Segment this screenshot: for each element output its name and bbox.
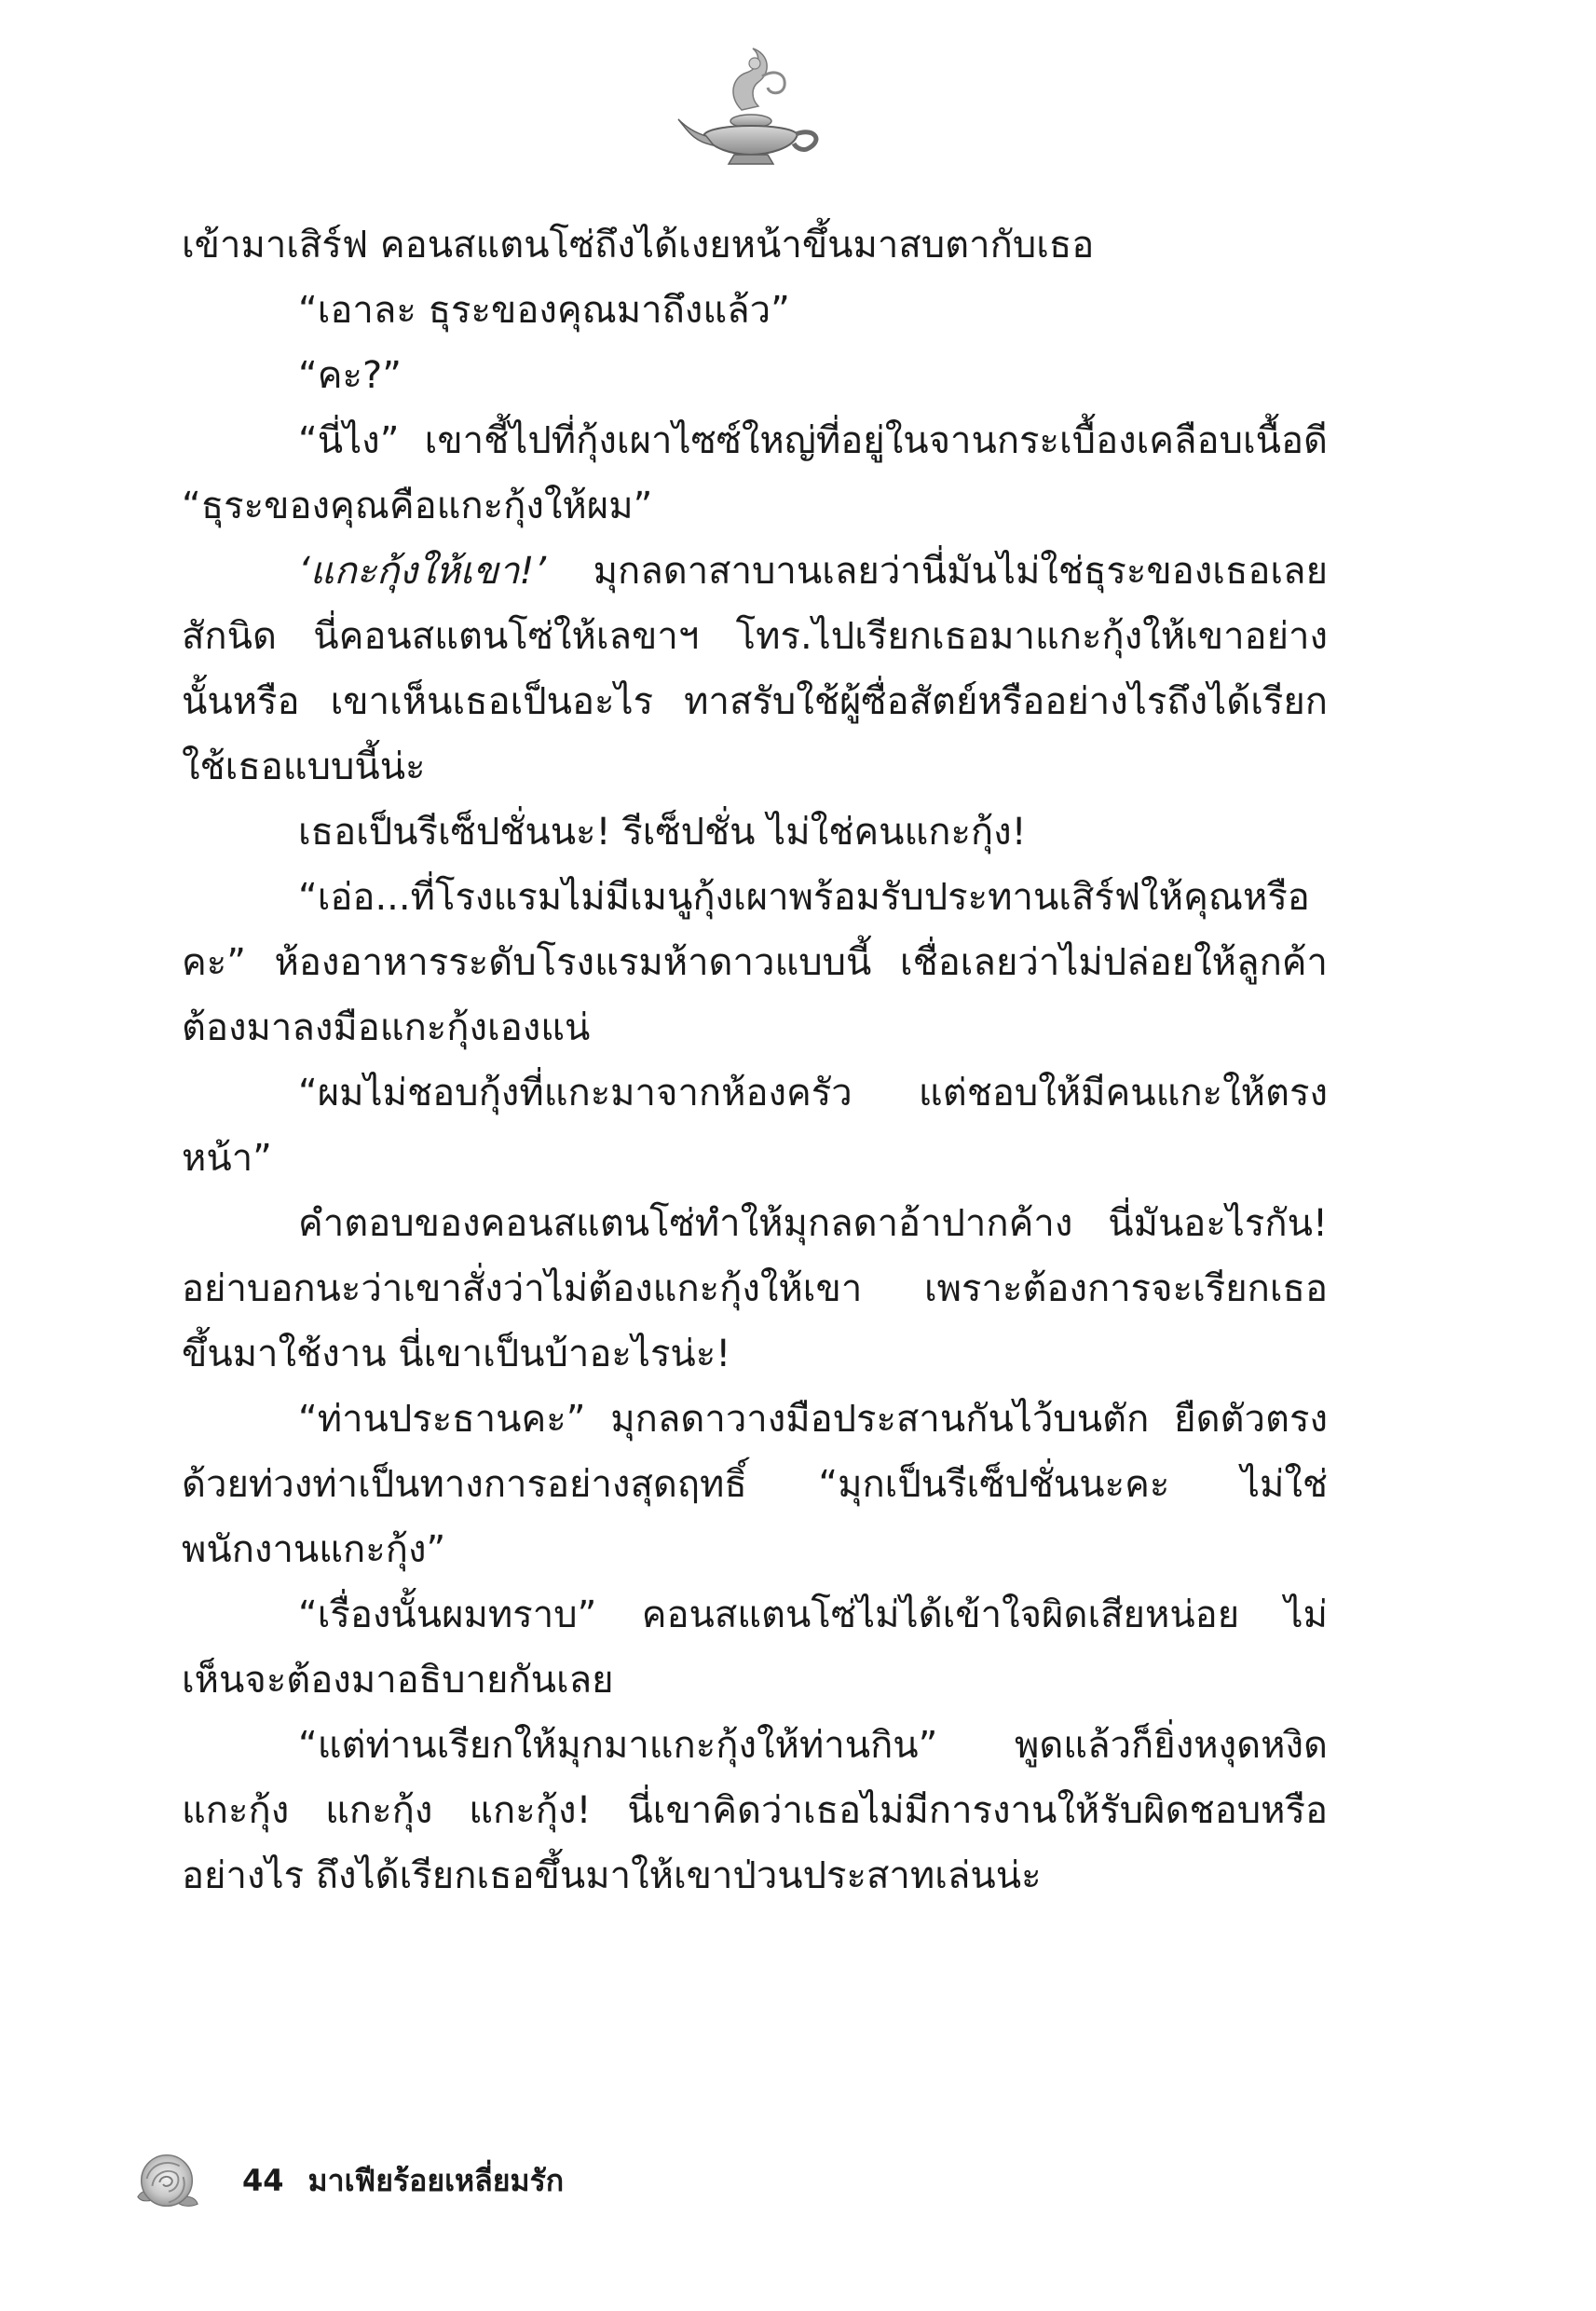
paragraph: เธอเป็นรีเซ็ปชั่นนะ! รีเซ็ปชั่น ไม่ใช่คนแกะกุ้ง! bbox=[298, 811, 1027, 854]
paragraph: “คะ?” bbox=[298, 354, 402, 397]
paragraph-text: มุกลดาสาบานเลยว่านี่มันไม่ใช่ธุระของเธอเลยสักนิด นี่คอนสแตนโซ่ให้เลขาฯ โทร.ไปเรียกเธอมาแกะกุ้งให้เขาอย่างนั้นหรือ เขาเห็นเธอเป็นอะไร ทาสรับใช้ผู้ซื่อสัตย์หรืออย่างไรถึงได้เรียกใช้เธอแบบนี้น่ะ bbox=[182, 550, 1328, 788]
genie-lamp-icon bbox=[676, 45, 825, 171]
paragraph: “ท่านประธานคะ” มุกลดาวางมือประสานกันไว้บนตัก ยืดตัวตรงด้วยท่วงท่าเป็นทางการอย่างสุดฤทธิ์ “มุกเป็นรีเซ็ปชั่นนะคะ ไม่ใช่พนักงานแกะกุ้ง” bbox=[182, 1398, 1328, 1571]
paragraph bbox=[182, 539, 1328, 800]
italic-thought: ‘แกะกุ้งให้เขา!’ bbox=[298, 550, 547, 593]
body-text bbox=[182, 212, 1328, 1908]
paragraph: “นี่ไง” เขาชี้ไปที่กุ้งเผาไซซ์ใหญ่ที่อยู่ในจานกระเบื้องเคลือบเนื้อดี “ธุระของคุณคือแกะกุ้งให้ผม” bbox=[182, 419, 1328, 527]
page-number: 44 bbox=[242, 2163, 284, 2198]
paragraph: เข้ามาเสิร์ฟ คอนสแตนโซ่ถึงได้เงยหน้าขึ้นมาสบตากับเธอ bbox=[182, 224, 1095, 267]
rose-icon bbox=[130, 2144, 203, 2217]
paragraph: “เอาละ ธุระของคุณมาถึงแล้ว” bbox=[298, 289, 790, 332]
paragraph: “เรื่องนั้นผมทราบ” คอนสแตนโซ่ไม่ได้เข้าใจผิดเสียหน่อย ไม่เห็นจะต้องมาอธิบายกันเลย bbox=[182, 1593, 1328, 1702]
book-title: มาเฟียร้อยเหลี่ยมรัก bbox=[307, 2162, 565, 2198]
paragraph: “ผมไม่ชอบกุ้งที่แกะมาจากห้องครัว แต่ชอบให้มีคนแกะให้ตรงหน้า” bbox=[182, 1072, 1328, 1180]
paragraph: คำตอบของคอนสแตนโซ่ทำให้มุกลดาอ้าปากค้าง นี่มันอะไรกัน! อย่าบอกนะว่าเขาสั่งว่าไม่ต้องแกะกุ้งให้เขา เพราะต้องการจะเรียกเธอขึ้นมาใช้งาน นี่เขาเป็นบ้าอะไรน่ะ! bbox=[182, 1202, 1328, 1375]
paragraph: “แต่ท่านเรียกให้มุกมาแกะกุ้งให้ท่านกิน” พูดแล้วก็ยิ่งหงุดหงิด แกะกุ้ง แกะกุ้ง แกะกุ้ง! นี่เขาคิดว่าเธอไม่มีการงานให้รับผิดชอบหรืออย่างไร ถึงได้เรียกเธอขึ้นมาให้เขาป่วนประสาทเล่นน่ะ bbox=[182, 1724, 1328, 1897]
page-footer bbox=[130, 2143, 783, 2218]
paragraph: “เอ่อ...ที่โรงแรมไม่มีเมนูกุ้งเผาพร้อมรับประทานเสิร์ฟให้คุณหรือคะ” ห้องอาหารระดับโรงแรมห้าดาวแบบนี้ เชื่อเลยว่าไม่ปล่อยให้ลูกค้าต้องมาลงมือแกะกุ้งเองแน่ bbox=[182, 876, 1328, 1049]
